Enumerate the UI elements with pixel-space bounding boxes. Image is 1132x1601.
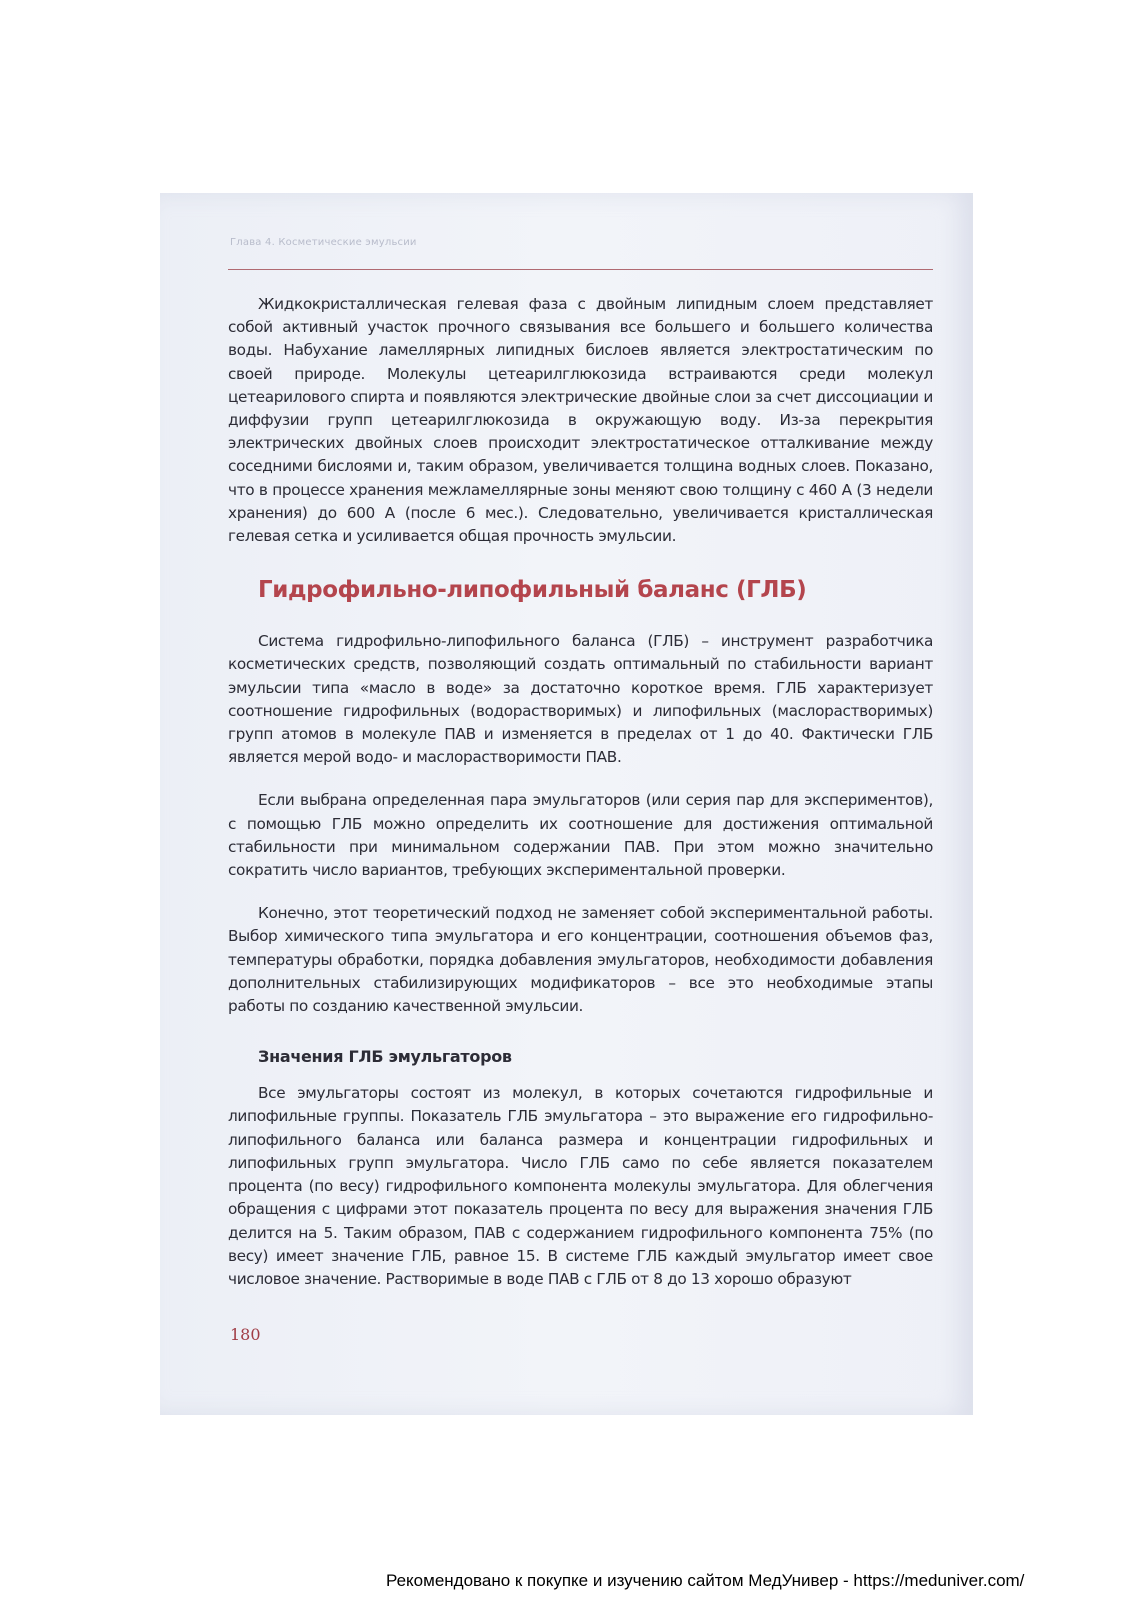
- paragraph: Если выбрана определенная пара эмульгаторов (или серия пар для экспериментов), с помощью ГЛБ можно определить их соотношение для достижения оптимальной стабильности при минимальном содержании ПАВ. При этом можно значительно сократить число вариантов, требующих экспериментальной проверки.: [228, 791, 933, 880]
- header-rule: [228, 269, 933, 270]
- page-content: [228, 293, 933, 1291]
- section-title: Гидрофильно-липофильный баланс (ГЛБ): [258, 577, 807, 604]
- page-number: 180: [230, 1325, 261, 1344]
- paragraph: Конечно, этот теоретический подход не заменяет собой экспериментальной работы. Выбор химического типа эмульгатора и его концентрации, соотношения объемов фаз, температуры обработки, порядка добавления эмульгаторов, необходимости добавления дополнительных стабилизирующих модификаторов – все это необходимые этапы работы по созданию качественной эмульсии.: [228, 904, 933, 1016]
- footer-note: Рекомендовано к покупке и изучению сайтом МедУнивер - https://meduniver.com/: [386, 1571, 1025, 1590]
- running-header: Глава 4. Косметические эмульсии: [230, 237, 417, 248]
- subsection-title: Значения ГЛБ эмульгаторов: [258, 1047, 512, 1067]
- paragraph: Жидкокристаллическая гелевая фаза с двойным липидным слоем представляет собой активный участок прочного связывания все большего и большего количества воды. Набухание ламеллярных липидных бислоев является электростатическим по своей природе. Молекулы цетеарилглюкозида встраиваются среди молекул цетеарилового спирта и появляются электрические двойные слои за счет диссоциации и диффузии групп цетеарилглюкозида в окружающую воду. Из-за перекрытия электрических двойных слоев происходит электростатическое отталкивание между соседними бислоями и, таким образом, увеличивается толщина водных слоев. Показано, что в процессе хранения межламеллярные зоны меняют свою толщину с 460 А (3 недели хранения) до 600 А (после 6 мес.). Следовательно, увеличивается кристаллическая гелевая сетка и усиливается общая прочность эмульсии.: [228, 295, 933, 546]
- book-page: [160, 193, 973, 1415]
- paragraph: Система гидрофильно-липофильного баланса (ГЛБ) – инструмент разработчика косметических средств, позволяющий создать оптимальный по стабильности вариант эмульсии типа «масло в воде» за достаточно короткое время. ГЛБ характеризует соотношение гидрофильных (водорастворимых) и липофильных (маслорастворимых) групп атомов в молекуле ПАВ и изменяется в пределах от 1 до 40. Фактически ГЛБ является мерой водо- и маслорастворимости ПАВ.: [228, 632, 933, 767]
- paragraph: Все эмульгаторы состоят из молекул, в которых сочетаются гидрофильные и липофильные группы. Показатель ГЛБ эмульгатора – это выражение его гидрофильно-липофильного баланса или баланса размера и концентрации гидрофильных и липофильных групп эмульгатора. Число ГЛБ само по себе является показателем процента (по весу) гидрофильного компонента молекулы эмульгатора. Для облегчения обращения с цифрами этот показатель процента по весу для выражения значения ГЛБ делится на 5. Таким образом, ПАВ с содержанием гидрофильного компонента 75% (по весу) имеет значение ГЛБ, равное 15. В системе ГЛБ каждый эмульгатор имеет свое числовое значение. Растворимые в воде ПАВ с ГЛБ от 8 до 13 хорошо образуют: [228, 1084, 933, 1288]
